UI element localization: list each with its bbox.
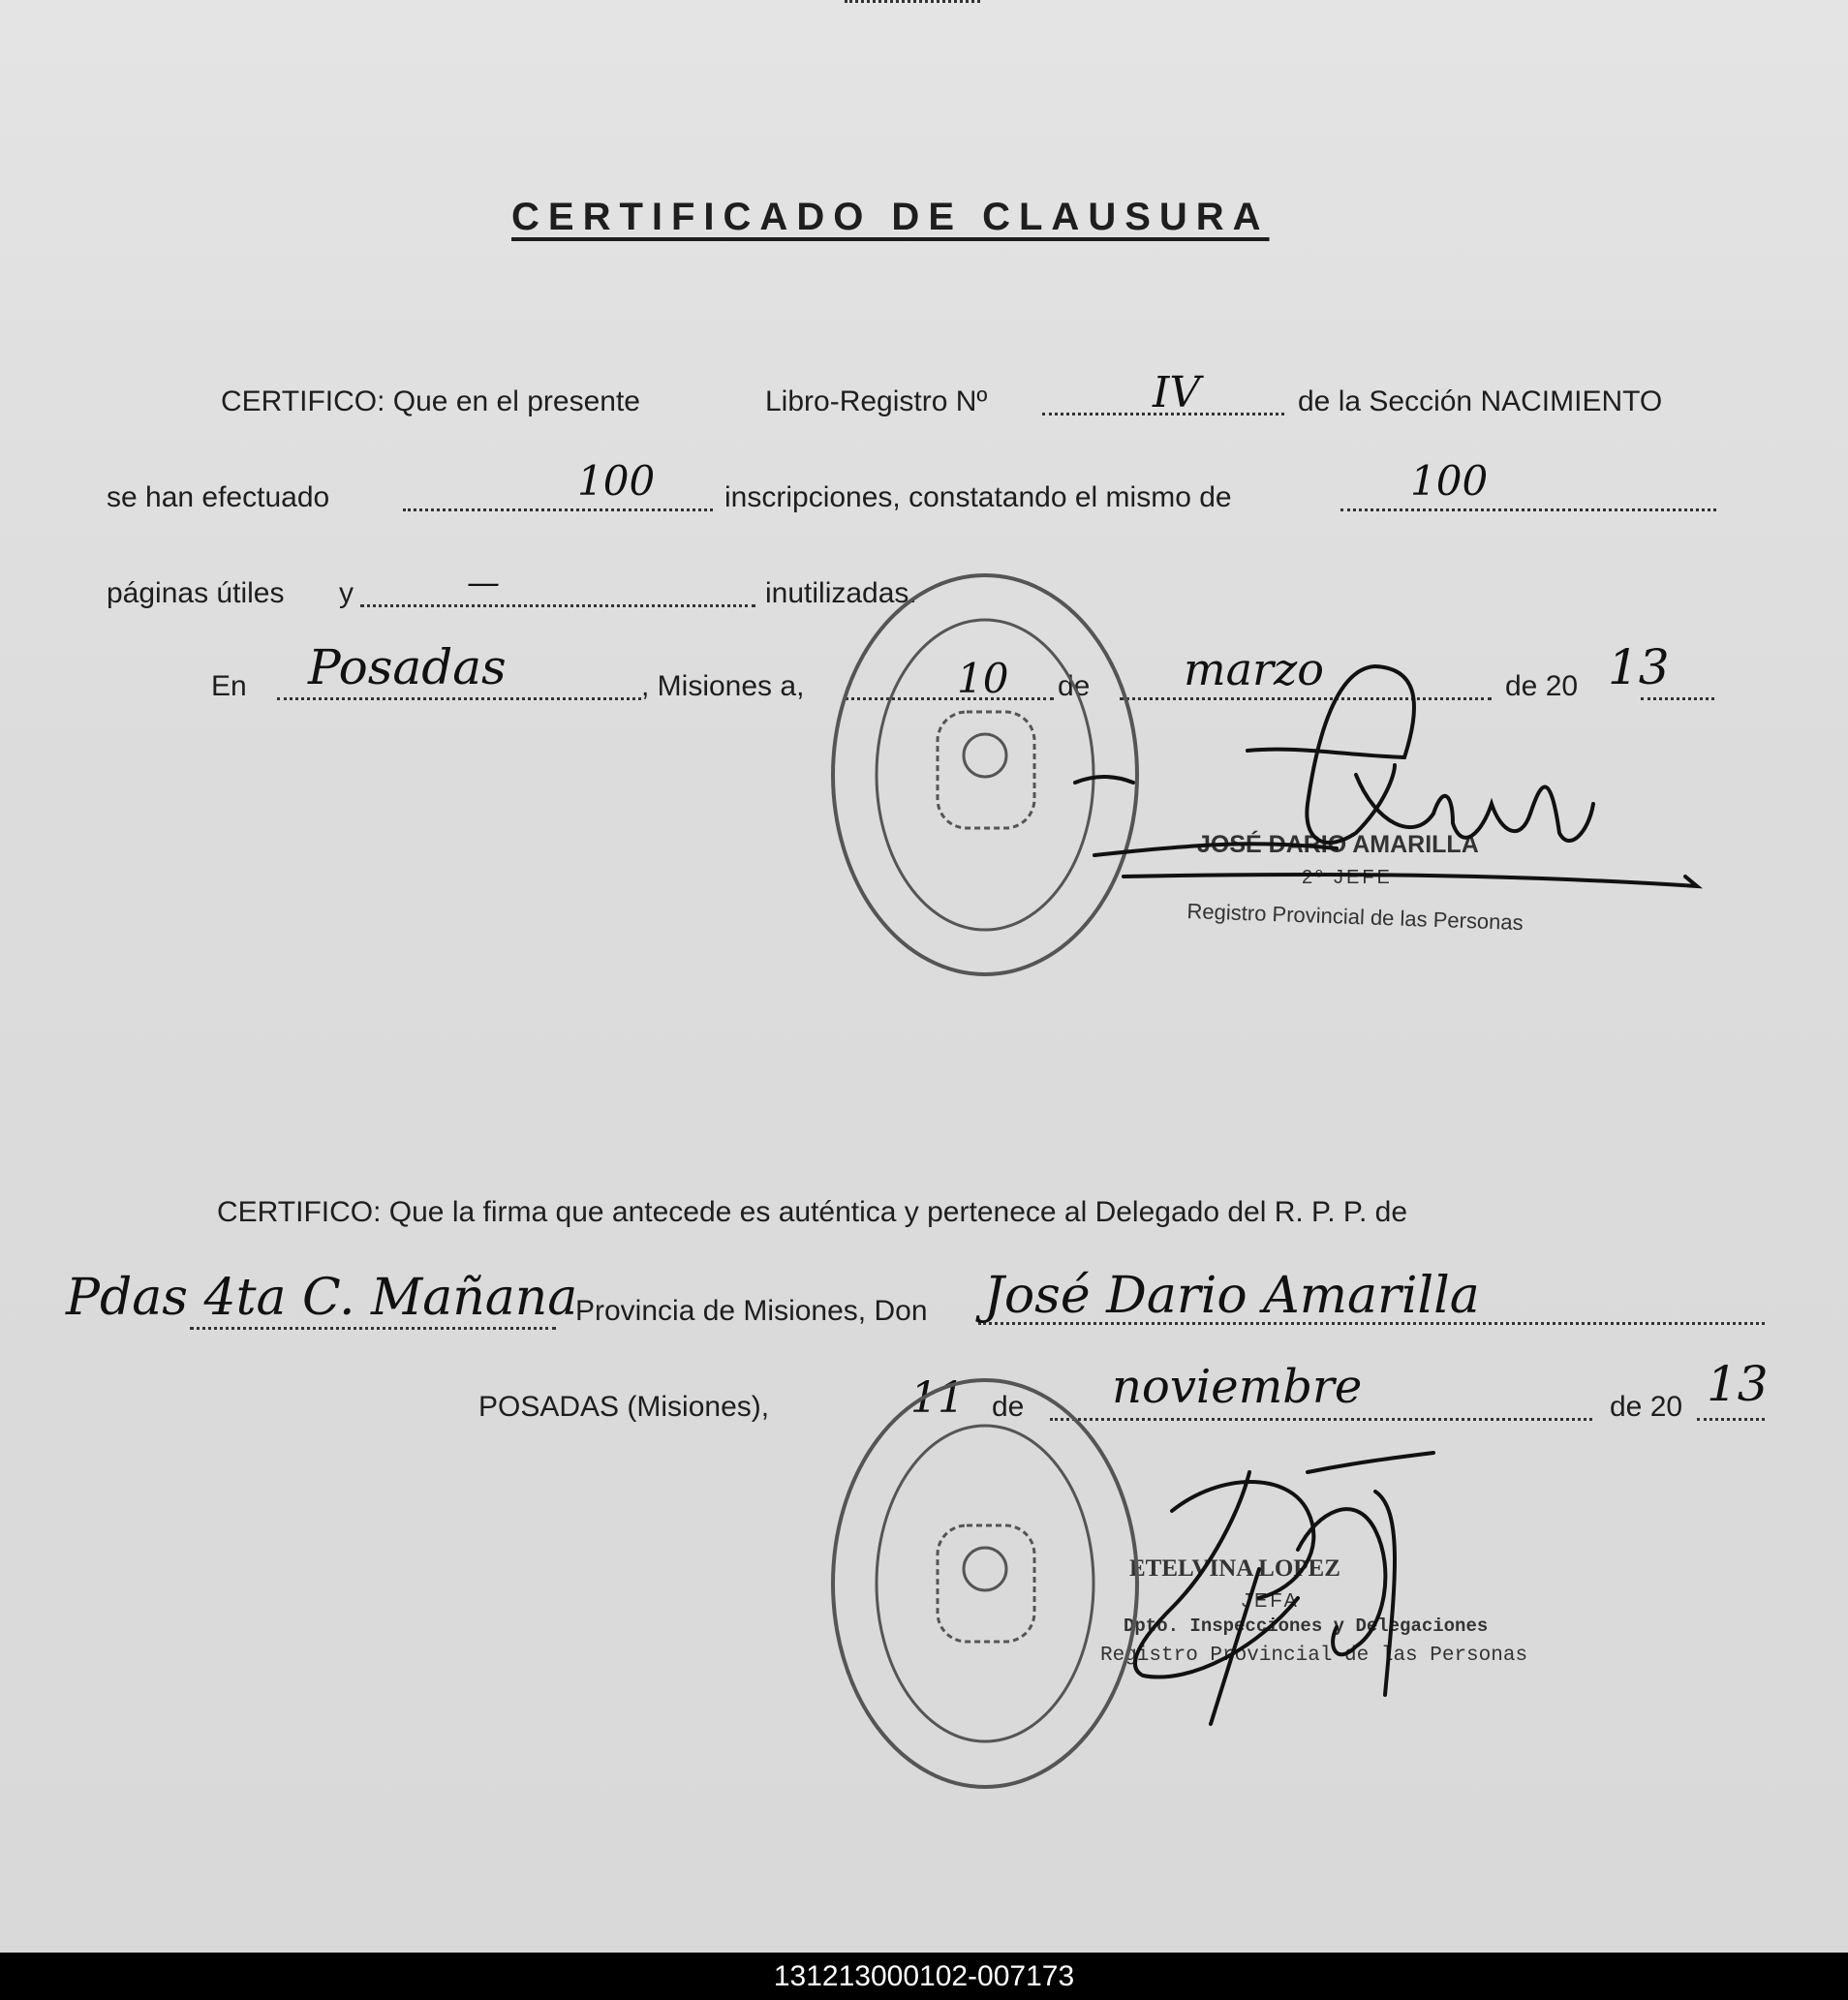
cert1-line4-en: En xyxy=(211,670,247,702)
cert1-line3-y: y xyxy=(339,577,354,609)
cert1-line3-end: inutilizadas. xyxy=(765,577,917,609)
stamp1-office: Registro Provincial de las Personas xyxy=(1186,899,1525,936)
cert1-line4-misiones: , Misiones a, xyxy=(641,670,805,702)
hw-anio-2: 13 xyxy=(1707,1356,1769,1412)
hw-ciudad: Posadas xyxy=(308,639,507,695)
signature-2 xyxy=(1135,1453,1433,1724)
cert2-line3-de: de xyxy=(992,1391,1025,1423)
hw-inutilizadas: — xyxy=(467,564,500,602)
stamp2-office2: Registro Provincial de las Personas xyxy=(1100,1645,1528,1667)
cert1-line4-de: de xyxy=(1058,670,1091,702)
hw-inscripciones: 100 xyxy=(577,457,656,505)
document-title: CERTIFICADO DE CLAUSURA xyxy=(511,196,1270,238)
hw-don-nombre: José Dario Amarilla xyxy=(984,1267,1480,1325)
hw-dia-1: 10 xyxy=(957,655,1009,702)
footer-code: 131213000102-007173 xyxy=(0,1953,1848,2000)
hw-paginas: 100 xyxy=(1410,457,1489,505)
hw-mes-1: marzo xyxy=(1184,643,1324,695)
cert2-line2: Provincia de Misiones, Don xyxy=(575,1295,928,1327)
cert1-libro-label: Libro-Registro Nº xyxy=(765,385,988,417)
cert1-seccion: de la Sección NACIMIENTO xyxy=(1298,385,1663,417)
cert2-line3-year: de 20 xyxy=(1610,1391,1683,1423)
stamp1-name: JOSÉ DARIO AMARILLA xyxy=(1197,831,1479,858)
round-seal-1 xyxy=(833,575,1137,974)
hw-libro-number: IV xyxy=(1153,368,1201,417)
cert2-line1: CERTIFICO: Que la firma que antecede es auténtica y pertenece al Delegado del R. P. P. de xyxy=(217,1196,1408,1228)
cert1-line2-start: se han efectuado xyxy=(107,481,330,513)
cert1-line3-start: páginas útiles xyxy=(107,577,285,609)
hw-anio-1: 13 xyxy=(1608,639,1670,695)
round-seal-2 xyxy=(833,1380,1137,1787)
cert1-line2-mid: inscripciones, constatando el mismo de xyxy=(724,481,1232,513)
hw-delegacion: Pdas 4ta C. Mañana xyxy=(66,1269,578,1327)
hw-dia-2: 11 xyxy=(910,1373,965,1423)
signature-1 xyxy=(1075,666,1697,886)
cert1-line1-start: CERTIFICO: Que en el presente xyxy=(221,385,640,417)
stamp2-office1: Dpto. Inspecciones y Delegaciones xyxy=(1124,1615,1489,1637)
stamp2-role: JEFA xyxy=(1242,1590,1300,1612)
cert2-line3-posadas: POSADAS (Misiones), xyxy=(478,1391,770,1423)
hw-mes-2: noviembre xyxy=(1112,1360,1363,1414)
stamp1-role: 2º JEFE xyxy=(1302,867,1393,888)
stamp2-name: ETELVINA LOPEZ xyxy=(1129,1555,1340,1582)
cert1-line4-year: de 20 xyxy=(1505,670,1579,702)
